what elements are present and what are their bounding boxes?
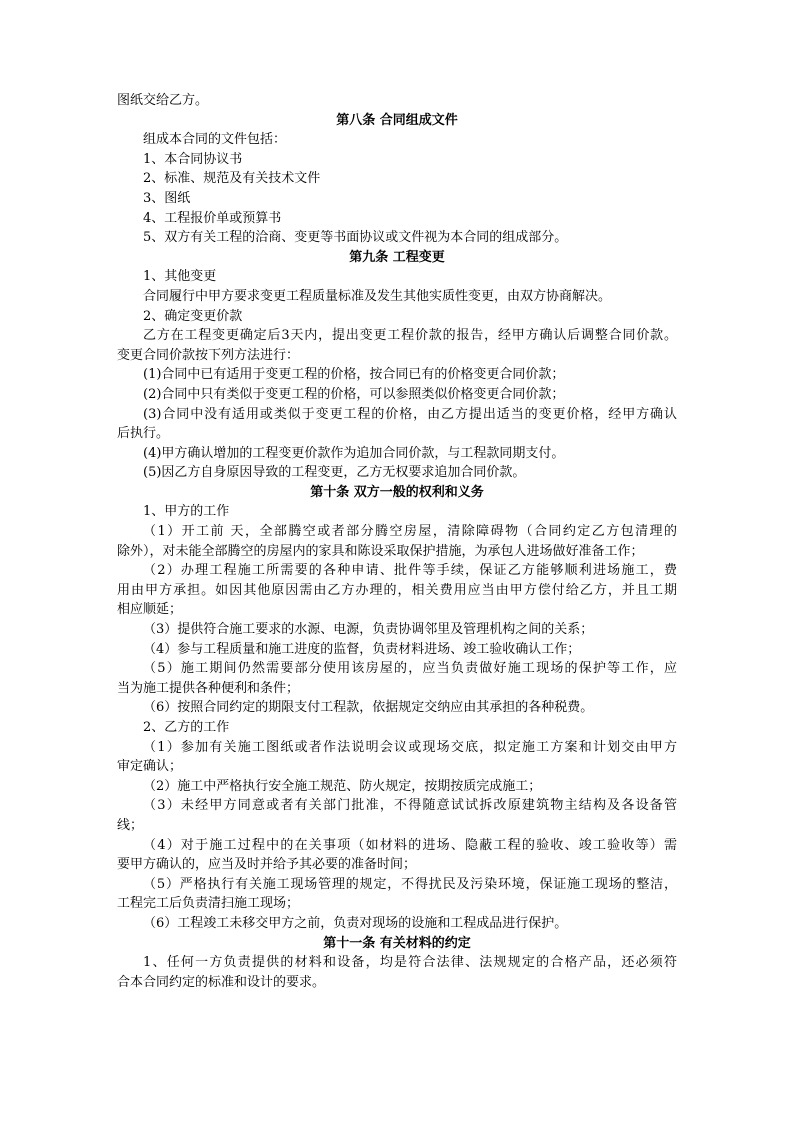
text-line: 2、乙方的工作 bbox=[143, 720, 230, 735]
text-line: (2)合同中只有类似于变更工程的价格，可以参照类似价格变更合同价款； bbox=[143, 386, 565, 402]
section-heading: 第十一条 有关材料的约定 bbox=[323, 935, 471, 951]
text-line: 1、任何一方负责提供的材料和设备，均是符合法律、法规规定的合格产品，还必须符 bbox=[143, 955, 677, 971]
text-line: (4)甲方确认增加的工程变更价款作为追加合同价款，与工程款同期支付。 bbox=[143, 445, 565, 461]
text-line: （1）参加有关施工图纸或者作法说明会议或现场交底，拟定施工方案和计划交由甲方 bbox=[143, 739, 677, 755]
text-line: （5）施工期间仍然需要部分使用该房屋的，应当负责做好施工现场的保护等工作，应 bbox=[143, 661, 677, 677]
section-heading: 第十条 双方一般的权利和义务 bbox=[310, 484, 484, 500]
text-line: （3）提供符合施工要求的水源、电源，负责协调邻里及管理机构之间的关系； bbox=[143, 622, 594, 638]
text-line: 4、工程报价单或预算书 bbox=[143, 210, 282, 226]
text-line: 1、本合同协议书 bbox=[143, 151, 243, 167]
text-line: 用由甲方承担。如因其他原因需由乙方办理的，相关费用应当由甲方偿付给乙方，并且工期 bbox=[117, 582, 677, 598]
contract-body bbox=[117, 91, 677, 992]
text-line: (1)合同中已有适用于变更工程的价格，按合同已有的价格变更合同价款； bbox=[143, 367, 565, 383]
text-line: 审定确认； bbox=[117, 759, 183, 775]
text-line: 3、图纸 bbox=[143, 190, 191, 206]
text-line: (3)合同中没有适用或类似于变更工程的价格，由乙方提出适当的变更价格，经甲方确认 bbox=[143, 406, 677, 422]
text-line: 5、双方有关工程的洽商、变更等书面协议或文件视为本合同的组成部分。 bbox=[143, 230, 568, 246]
text-line: 2、确定变更价款 bbox=[143, 308, 243, 324]
text-line: （2）施工中严格执行安全施工规范、防火规定，按期按质完成施工； bbox=[143, 778, 542, 794]
text-line: 图纸交给乙方。 bbox=[117, 93, 209, 108]
text-line: 2、标准、规范及有关技术文件 bbox=[143, 171, 321, 187]
text-line: 后执行。 bbox=[117, 426, 170, 442]
text-line: 1、甲方的工作 bbox=[143, 504, 230, 520]
section-heading: 第九条 工程变更 bbox=[349, 249, 445, 265]
text-line: 除外），对未能全部腾空的房屋内的家具和陈设采取保护措施，为承包人进场做好准备工作； bbox=[117, 543, 644, 559]
text-line: （4）对于施工过程中的在关事项（如材料的进场、隐蔽工程的验收、竣工验收等）需 bbox=[143, 837, 677, 853]
text-line: 线； bbox=[117, 817, 144, 833]
section-heading: 第八条 合同组成文件 bbox=[336, 112, 458, 128]
text-line: (5)因乙方自身原因导致的工程变更，乙方无权要求追加合同价款。 bbox=[143, 465, 526, 481]
text-line: （5）严格执行有关施工现场管理的规定，不得扰民及污染环境，保证施工现场的整洁， bbox=[143, 876, 677, 892]
text-line: （6）按照合同约定的期限支付工程款，依据规定交纳应由其承担的各种税费。 bbox=[143, 700, 594, 716]
text-line: 合同履行中甲方要求变更工程质量标准及发生其他实质性变更，由双方协商解决。 bbox=[143, 288, 612, 304]
text-line: 工程完工后负责清扫施工现场； bbox=[117, 896, 300, 912]
text-line: 变更合同价款按下列方法进行： bbox=[117, 347, 300, 363]
text-line: 组成本合同的文件包括： bbox=[143, 132, 287, 148]
text-line: （6）工程竣工未移交甲方之前，负责对现场的设施和工程成品进行保护。 bbox=[143, 915, 568, 931]
text-line: 相应顺延； bbox=[117, 602, 183, 618]
text-line: （3）未经甲方同意或者有关部门批准，不得随意试试拆改原建筑物主结构及各设备管 bbox=[143, 798, 677, 814]
text-line: 合本合同约定的标准和设计的要求。 bbox=[117, 974, 326, 990]
text-line: 当为施工提供各种便利和条件； bbox=[117, 680, 300, 696]
text-line: （4）参与工程质量和施工进度的监督，负责材料进场、竣工验收确认工作； bbox=[143, 641, 581, 657]
text-line: （1）开工前 天，全部腾空或者部分腾空房屋，清除障碍物（合同约定乙方包清理的 bbox=[143, 524, 677, 540]
text-line: （2）办理工程施工所需要的各种申请、批件等手续，保证乙方能够顺利进场施工，费 bbox=[143, 563, 677, 579]
text-line: 1、其他变更 bbox=[143, 269, 217, 285]
text-line: 要甲方确认的，应当及时并给予其必要的准备时间； bbox=[117, 857, 417, 873]
text-line: 乙方在工程变更确定后3天内，提出变更工程价款的报告，经甲方确认后调整合同价款。 bbox=[143, 328, 677, 344]
